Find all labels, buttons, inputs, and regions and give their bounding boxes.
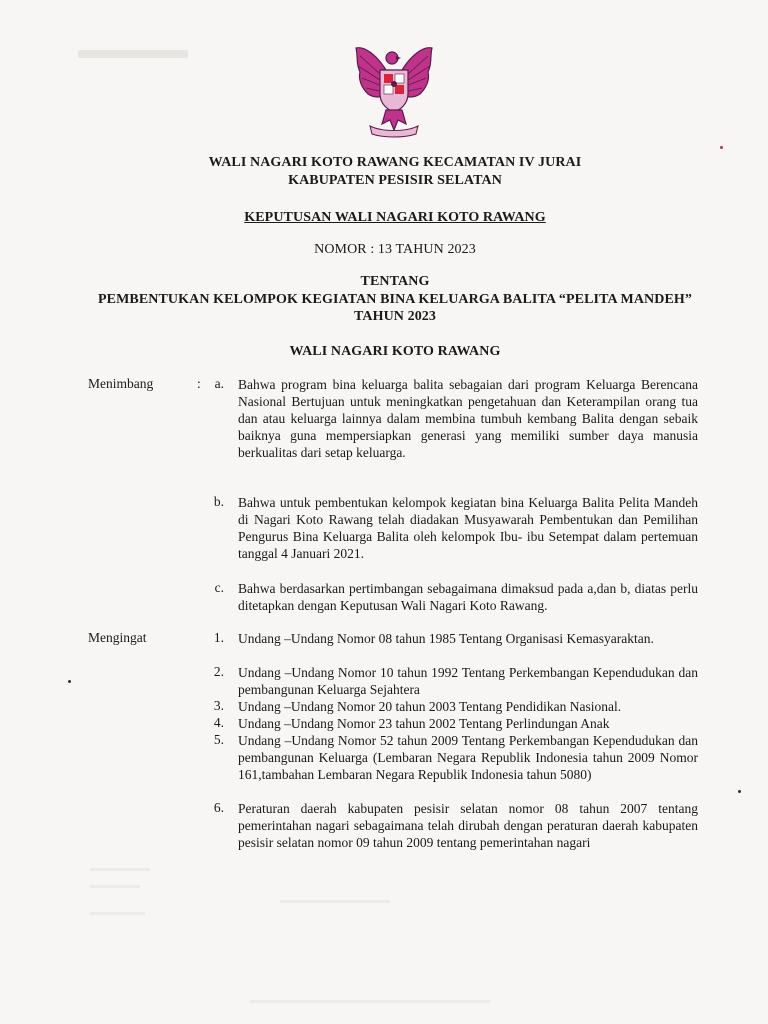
menimbang-item-c: Bahwa berdasarkan pertimbangan sebagaimana dimaksud pada a,dan b, diatas perlu ditetapkan dengan Keputusan Wali Nagari Koto Rawang. — [238, 581, 698, 613]
subject-line-1: PEMBENTUKAN KELOMPOK KEGIATAN BINA KELUARGA BALITA “PELITA MANDEH” — [97, 292, 693, 307]
menimbang-item-b: Bahwa untuk pembentukan kelompok kegiatan bina Keluarga Balita Pelita Mandeh di Nagari Koto Rawang telah diadakan Musyawarah Pembentukan dan Pemilihan Pengurus Bina Keluarga Balita oleh kelompok Ibu- ibu Setempat dalam pertemuan tanggal 4 Januari 2021. — [238, 495, 698, 561]
mengingat-marker-1: 1. — [213, 630, 224, 645]
menimbang-marker-c: c. — [214, 580, 224, 595]
decree-number: NOMOR : 13 TAHUN 2023 — [314, 242, 476, 257]
header-line-1: WALI NAGARI KOTO RAWANG KECAMATAN IV JURAI — [208, 155, 582, 170]
decree-title: KEPUTUSAN WALI NAGARI KOTO RAWANG — [244, 210, 546, 225]
speck — [738, 790, 741, 793]
bleed-mark — [250, 1000, 490, 1003]
bleed-mark — [90, 912, 145, 915]
mengingat-marker-2: 2. — [213, 664, 224, 679]
about-label: TENTANG — [360, 274, 430, 289]
speck — [720, 146, 723, 149]
mengingat-label: Mengingat — [88, 630, 147, 645]
bleed-mark — [280, 900, 390, 903]
mengingat-item-5: Undang –Undang Nomor 52 tahun 2009 Tentang Perkembangan Kependudukan dan pembangunan Keluarga (Lembaran Negara Republik Indonesia tahun 2009 Nomor 161,tambahan Lembaran Negara Republik Indonesia tahun 5080) — [238, 733, 698, 782]
header-line-2: KABUPATEN PESISIR SELATAN — [288, 173, 502, 188]
menimbang-colon: : — [197, 376, 201, 391]
subject-line-2: TAHUN 2023 — [353, 309, 437, 324]
mengingat-item-4: Undang –Undang Nomor 23 tahun 2002 Tentang Perlindungan Anak — [238, 716, 610, 731]
authority-title: WALI NAGARI KOTO RAWANG — [289, 344, 501, 359]
menimbang-item-a: Bahwa program bina keluarga balita sebagaian dari program Keluarga Berencana Nasional Bertujuan untuk meningkatkan pengetahuan dan Keterampilan orang tua dan atau keluarga lainnya dalam membina tumbuh kembang Balita dengan sebaik baiknya guna mempersiapkan generasi yang memiliki sumber daya manusia berkualitas dari setap keluarga. — [238, 377, 698, 460]
bleed-mark — [90, 885, 140, 888]
menimbang-label: Menimbang — [88, 376, 154, 391]
menimbang-marker-b: b. — [213, 494, 224, 509]
speck — [68, 680, 71, 683]
mengingat-item-6: Peraturan daerah kabupaten pesisir selatan nomor 08 tahun 2007 tentang pemerintahan nagari sebagaimana telah dirubah dengan peraturan daerah kabupaten pesisir selatan nomor 09 tahun 2009 tentang pemerintahan nagari — [238, 801, 698, 850]
menimbang-marker-a: a. — [214, 376, 224, 391]
mengingat-marker-6: 6. — [213, 800, 224, 815]
bleed-mark — [90, 868, 150, 871]
mengingat-item-1: Undang –Undang Nomor 08 tahun 1985 Tentang Organisasi Kemasyaraktan. — [238, 631, 654, 646]
faint-header-mark — [78, 50, 188, 58]
mengingat-marker-3: 3. — [213, 698, 224, 713]
garuda-pancasila-emblem-icon — [346, 40, 442, 138]
mengingat-item-3: Undang –Undang Nomor 20 tahun 2003 Tentang Pendidikan Nasional. — [238, 699, 622, 714]
mengingat-marker-5: 5. — [213, 732, 224, 747]
mengingat-marker-4: 4. — [213, 715, 224, 730]
mengingat-item-2: Undang –Undang Nomor 10 tahun 1992 Tentang Perkembangan Kependudukan dan pembangunan Keluarga Sejahtera — [238, 665, 698, 697]
